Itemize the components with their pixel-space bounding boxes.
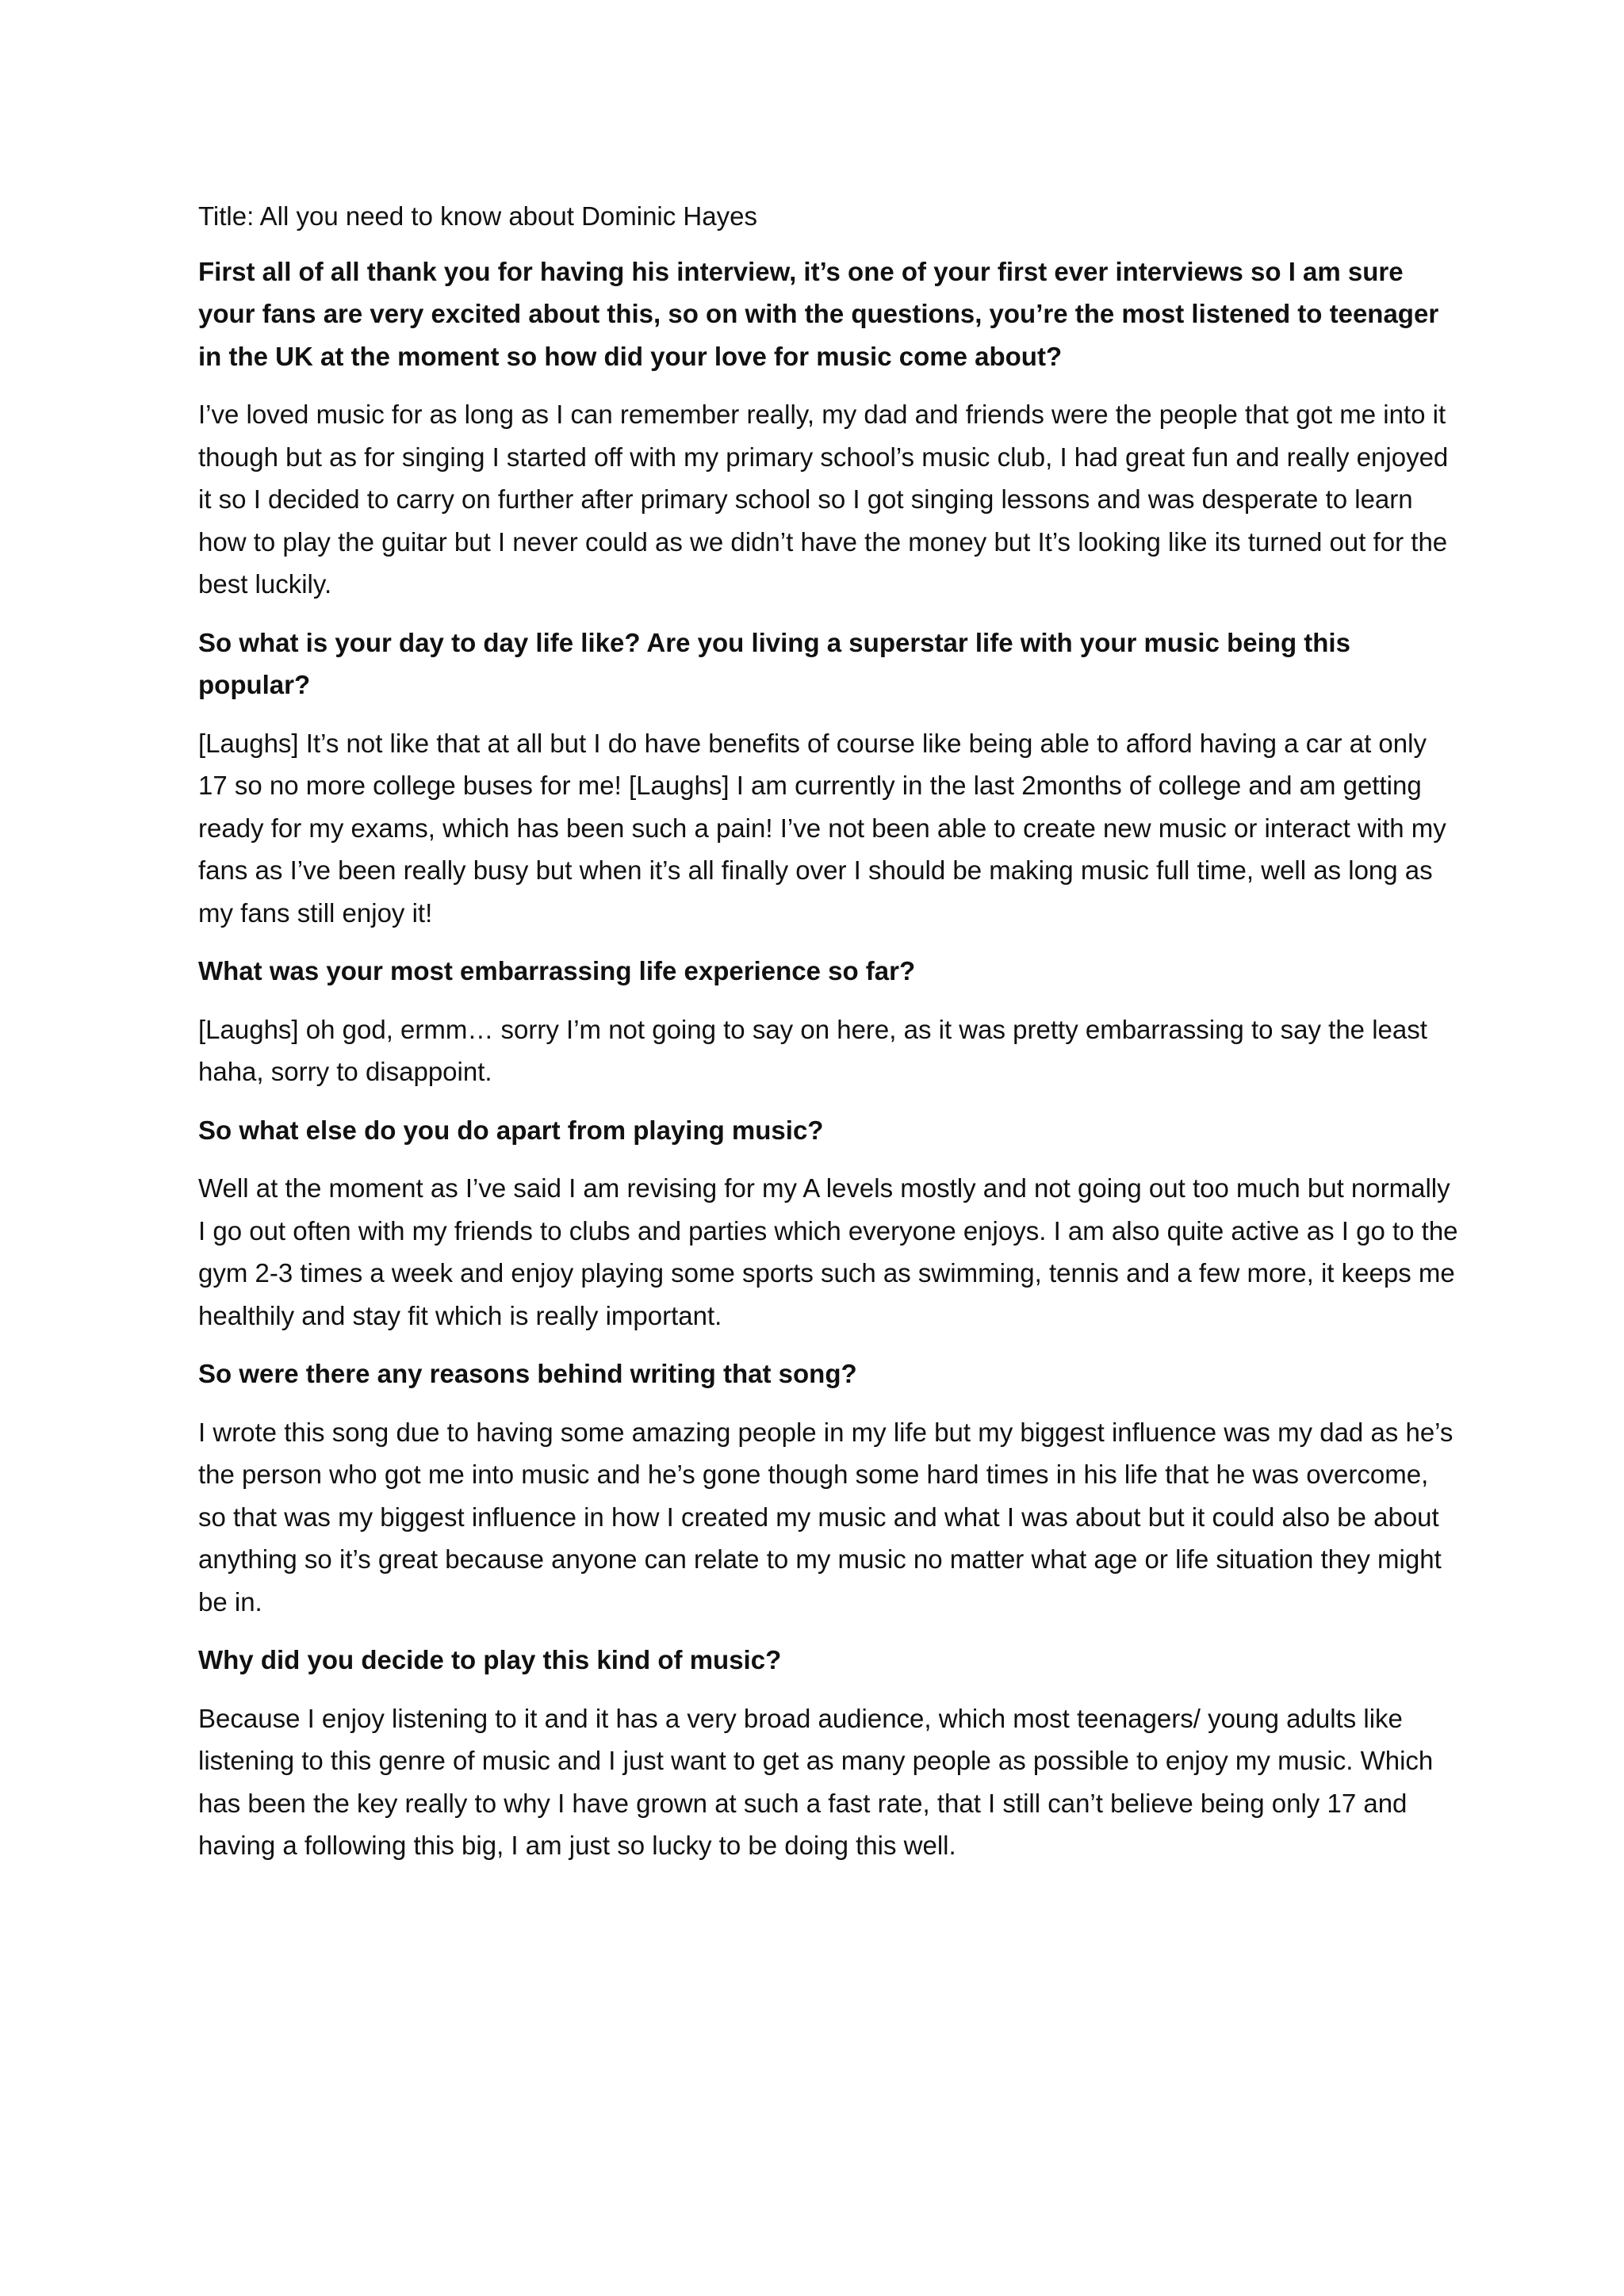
question-5: So were there any reasons behind writing that song? xyxy=(198,1359,857,1388)
question-4: So what else do you do apart from playing music? xyxy=(198,1115,824,1145)
answer-4: Well at the moment as I’ve said I am revising for my A levels mostly and not going out too much but normally I go out often with my friends to clubs and parties which everyone enjoys. I am also quite active as I go to the gym 2-3 times a week and enjoy playing some sports such as swimming, tennis and a few more, it keeps me healthily and stay fit which is really important. xyxy=(198,1173,1458,1330)
answer-5: I wrote this song due to having some amazing people in my life but my biggest influence was my dad as he’s the person who got me into music and he’s gone though some hard times in his life that he was overcome, so that was my biggest influence in how I created my music and what I was about but it could also be about anything so it’s great because anyone can relate to my music no matter what age or life situation they might be in. xyxy=(198,1417,1454,1617)
answer-1: I’ve loved music for as long as I can remember really, my dad and friends were the people that got me into it though but as for singing I started off with my primary school’s music club, I had great fun and really enjoyed it so I decided to carry on further after primary school so I got singing lessons and was desperate to learn how to play the guitar but I never could as we didn’t have the money but It’s looking like its turned out for the best luckily. xyxy=(198,400,1449,599)
question-6: Why did you decide to play this kind of music? xyxy=(198,1645,782,1674)
document-title: Title: All you need to know about Dominic Hayes xyxy=(198,201,757,231)
document-body xyxy=(198,195,1459,1883)
answer-6: Because I enjoy listening to it and it has a very broad audience, which most teenagers/ young adults like listening to this genre of music and I just want to get as many people as possible to enjoy my music. Which has been the key really to why I have grown at such a fast rate, that I still can’t believe being only 17 and having a following this big, I am just so lucky to be doing this well. xyxy=(198,1703,1434,1860)
question-2: So what is your day to day life like? Are you living a superstar life with your music being this popular? xyxy=(198,627,1350,699)
answer-3: [Laughs] oh god, ermm… sorry I’m not going to say on here, as it was pretty embarrassing to say the least haha, sorry to disappoint. xyxy=(198,1014,1427,1086)
answer-2: [Laughs] It’s not like that at all but I do have benefits of course like being able to afford having a car at only 17 so no more college buses for me! [Laughs] I am currently in the last 2months of college and am getting ready for my exams, which has been such a pain! I’ve not been able to create new music or interact with my fans as I’ve been really busy but when it’s all finally over I should be making music full time, well as long as my fans still enjoy it! xyxy=(198,728,1446,928)
question-1: First all of all thank you for having his interview, it’s one of your first ever interviews so I am sure your fans are very excited about this, so on with the questions, you’re the most listened to teenager in the UK at the moment so how did your love for music come about? xyxy=(198,256,1439,371)
question-3: What was your most embarrassing life experience so far? xyxy=(198,956,916,985)
